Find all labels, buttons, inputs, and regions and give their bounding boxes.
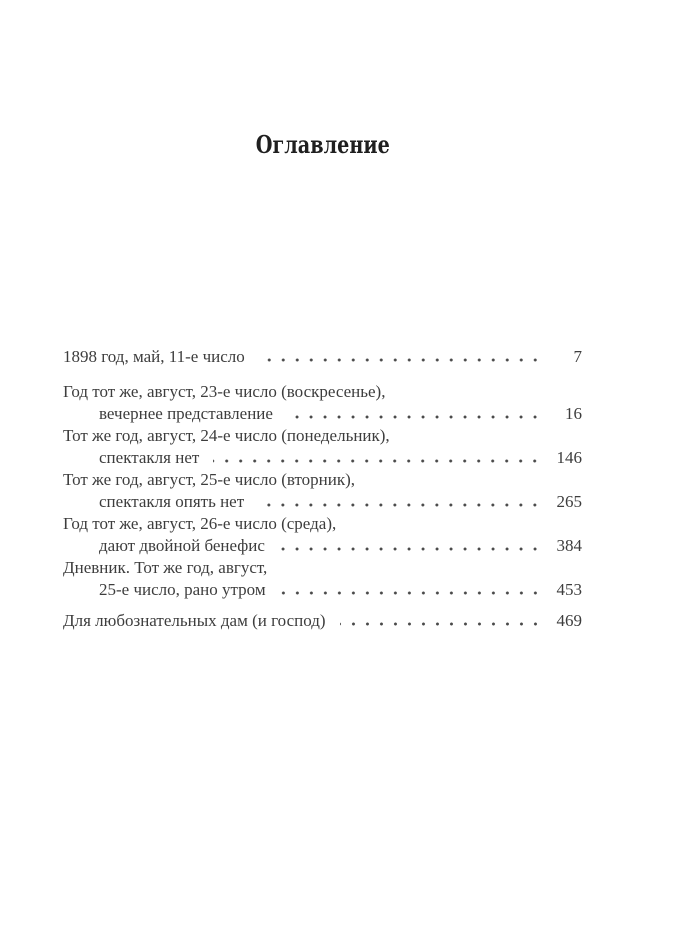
toc-page-number: 453 (556, 580, 582, 599)
dot-leader (287, 415, 542, 419)
table-of-contents (63, 346, 582, 632)
toc-entry-row (63, 346, 582, 368)
toc-entry (63, 557, 582, 601)
toc-entry-text: Год тот же, август, 23-е число (воскресенье), (63, 382, 386, 401)
toc-entry-row (63, 557, 582, 579)
dot-leader (213, 459, 542, 463)
dot-leader (280, 591, 542, 595)
toc-entry-row (63, 469, 582, 491)
toc-page-number: 469 (556, 611, 582, 630)
toc-entry-row (63, 610, 582, 632)
dot-leader (279, 547, 542, 551)
toc-page-number: 7 (573, 347, 582, 366)
toc-page-number: 384 (556, 536, 582, 555)
toc-entry (63, 346, 582, 368)
toc-entry-row (63, 425, 582, 447)
toc-entry-row (63, 535, 582, 557)
title-wrap (63, 129, 582, 161)
toc-page-number: 146 (556, 448, 582, 467)
toc-entry-row (63, 579, 582, 601)
toc-entry (63, 610, 582, 632)
toc-entry (63, 425, 582, 469)
dot-leader (340, 622, 542, 626)
toc-entry-text: 25-е число, рано утром (99, 580, 266, 599)
toc-entry (63, 469, 582, 513)
toc-entry-text: Тот же год, август, 24-е число (понедельник), (63, 426, 390, 445)
toc-entry (63, 513, 582, 557)
toc-page-number: 16 (565, 404, 582, 423)
toc-entry-text: Для любознательных дам (и господ) (63, 611, 326, 630)
toc-entry-row (63, 447, 582, 469)
dot-leader (259, 358, 542, 362)
toc-entry (63, 381, 582, 425)
toc-entry-text: спектакля нет (99, 448, 200, 467)
toc-entry-row (63, 513, 582, 535)
toc-entry-text: Тот же год, август, 25-е число (вторник), (63, 470, 356, 489)
text-block (63, 0, 582, 632)
toc-entry-row (63, 381, 582, 403)
toc-entry-text: Дневник. Тот же год, август, (63, 558, 268, 577)
toc-entry-row (63, 491, 582, 513)
toc-page-number: 265 (556, 492, 582, 511)
dot-leader (258, 503, 542, 507)
toc-entry-text: Год тот же, август, 26-е число (среда), (63, 514, 337, 533)
toc-entry-text: дают двойной бенефис (99, 536, 265, 555)
toc-entry-text: вечернее представление (99, 404, 273, 423)
toc-entry-text: 1898 год, май, 11-е число (63, 347, 245, 366)
toc-entry-row (63, 403, 582, 425)
page-title: Оглавление (255, 130, 390, 159)
toc-entry-text: спектакля опять нет (99, 492, 245, 511)
